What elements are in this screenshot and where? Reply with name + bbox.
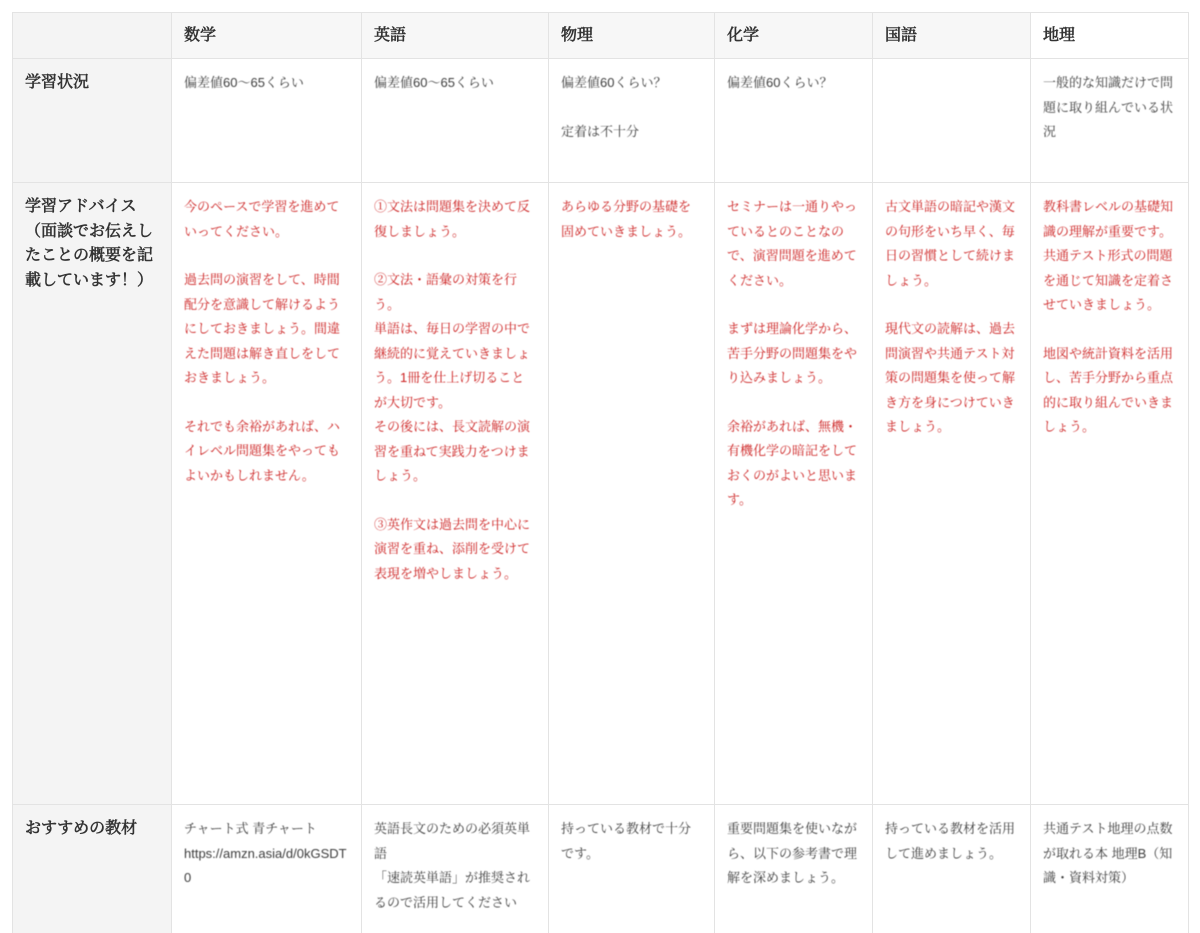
row-label-advice: 学習アドバイス（面談でお伝えしたことの概要を記載しています！） — [25, 198, 154, 289]
materials-chemistry: 重要問題集を使いながら、以下の参考書で理解を深めましょう。 — [727, 821, 858, 885]
status-geography-cell — [1031, 59, 1189, 182]
status-math-cell — [172, 59, 362, 182]
column-heading: 英語 — [374, 27, 407, 44]
table-row-status — [13, 59, 1189, 183]
materials-math-cell — [172, 805, 362, 933]
advice-chemistry-cell — [715, 183, 873, 804]
status-chemistry-cell — [715, 59, 873, 182]
advice-geography-cell — [1031, 183, 1189, 804]
materials-geography-cell — [1031, 805, 1189, 933]
advice-japanese-cell — [873, 183, 1031, 804]
table-row-advice — [13, 183, 1189, 805]
header-corner-cell — [13, 13, 172, 58]
column-heading: 化学 — [727, 27, 760, 44]
status-japanese-cell — [873, 59, 1031, 182]
advice-paragraph: ②文法・語彙の対策を行う。 単語は、毎日の学習の中で継続的に覚えていきましょう。1冊を仕上げ切ることが大切です。 その後には、長文読解の演習を重ねて実践力をつけましょう。 — [374, 272, 531, 483]
status-math: 偏差値60～65くらい — [184, 75, 304, 90]
header-english — [362, 13, 549, 58]
advice-math-cell — [172, 183, 362, 804]
advice-paragraph: それでも余裕があれば、ハイレベル問題集をやってもよいかもしれません。 — [184, 418, 341, 483]
advice-paragraph: 今のペースで学習を進めていってください。 — [184, 199, 340, 239]
table-row-materials — [13, 805, 1189, 933]
status-english: 偏差値60～65くらい — [374, 75, 494, 90]
header-math — [172, 13, 362, 58]
status-physics-cell — [549, 59, 715, 182]
row-label-status: 学習状況 — [25, 74, 90, 91]
status-physics-note: 定着は不十分 — [561, 123, 640, 139]
advice-english-cell — [362, 183, 549, 804]
materials-physics: 持っている教材で十分です。 — [561, 821, 692, 861]
row-label-cell — [13, 183, 172, 804]
advice-paragraph: 余裕があれば、無機・有機化学の暗記をしておくのがよいと思います。 — [727, 418, 858, 507]
row-label-cell — [13, 805, 172, 933]
materials-geography: 共通テスト地理の点数が取れる本 地理B（知識・資料対策） — [1043, 821, 1173, 885]
advice-paragraph: 教科書レベルの基礎知識の理解が重要です。共通テスト形式の問題を通じて知識を定着させていきましょう。 — [1043, 199, 1174, 312]
materials-english: 英語長文のための必須英単語 「速読英単語」が推奨されるので活用してください — [374, 821, 531, 910]
advice-paragraph: ①文法は問題集を決めて反復しましょう。 — [374, 199, 531, 239]
header-chemistry — [715, 13, 873, 58]
advice-paragraph: 過去問の演習をして、時間配分を意識して解けるようにしておきましょう。間違えた問題は解き直しをしておきましょう。 — [184, 272, 341, 385]
materials-chemistry-cell — [715, 805, 873, 933]
advice-paragraph: ③英作文は過去問を中心に演習を重ね、添削を受けて表現を増やしましょう。 — [374, 516, 531, 581]
advice-paragraph: まずは理論化学から、苦手分野の問題集をやり込みましょう。 — [727, 321, 858, 385]
materials-english-cell — [362, 805, 549, 933]
column-heading: 地理 — [1043, 27, 1076, 44]
study-report-table — [12, 12, 1189, 933]
header-physics — [549, 13, 715, 58]
table-header-row — [13, 13, 1189, 59]
row-label-materials: おすすめの教材 — [25, 820, 138, 837]
row-label-cell — [13, 59, 172, 182]
materials-math: チャート式 青チャート https://amzn.asia/d/0kGSDT0 — [184, 821, 347, 885]
column-heading: 物理 — [561, 27, 594, 44]
advice-paragraph: あらゆる分野の基礎を固めていきましょう。 — [561, 199, 692, 239]
advice-paragraph: 地図や統計資料を活用し、苦手分野から重点的に取り組んでいきましょう。 — [1043, 345, 1174, 434]
materials-japanese: 持っている教材を活用して進めましょう。 — [885, 821, 1016, 861]
advice-paragraph: セミナーは一通りやっているとのことなので、演習問題を進めてください。 — [727, 199, 858, 288]
column-heading: 国語 — [885, 27, 918, 44]
status-physics: 偏差値60くらい？ — [561, 75, 667, 90]
materials-japanese-cell — [873, 805, 1031, 933]
materials-physics-cell — [549, 805, 715, 933]
header-geography — [1031, 13, 1189, 58]
header-japanese — [873, 13, 1031, 58]
status-chemistry: 偏差値60くらい？ — [727, 75, 833, 90]
advice-paragraph: 現代文の読解は、過去問演習や共通テスト対策の問題集を使って解き方を身につけていきましょう。 — [885, 321, 1016, 434]
status-english-cell — [362, 59, 549, 182]
column-heading: 数学 — [184, 27, 217, 44]
status-geography: 一般的な知識だけで問題に取り組んでいる状況 — [1043, 75, 1174, 139]
advice-paragraph: 古文単語の暗記や漢文の句形をいち早く、毎日の習慣として続けましょう。 — [885, 199, 1016, 288]
advice-physics-cell — [549, 183, 715, 804]
